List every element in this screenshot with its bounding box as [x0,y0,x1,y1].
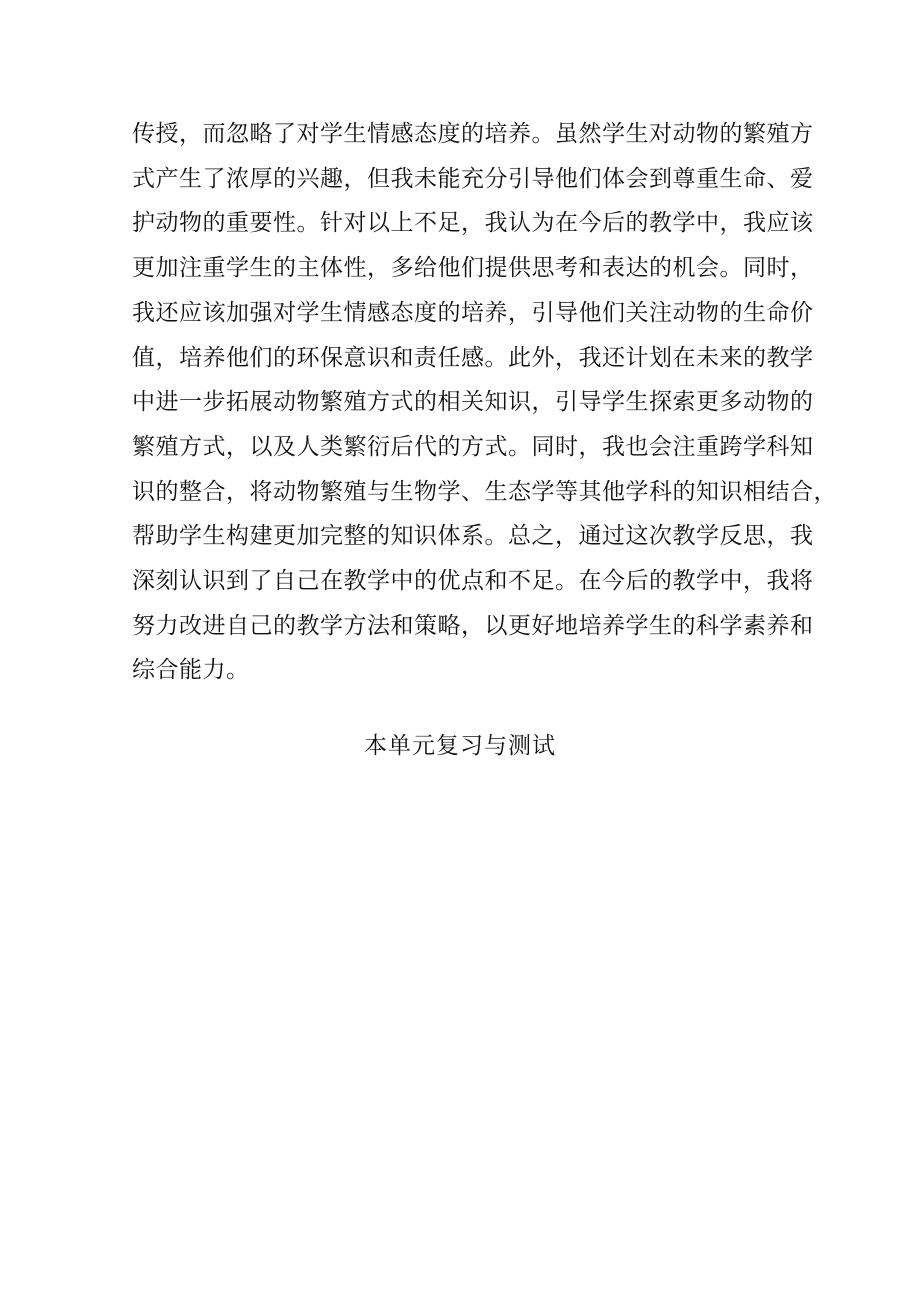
paragraph-line: 值，培养他们的环保意识和责任感。此外，我还计划在未来的教学 [132,344,814,371]
body-paragraph [132,112,837,693]
paragraph-line: 式产生了浓厚的兴趣，但我未能充分引导他们体会到尊重生命、爱 [132,165,814,192]
paragraph-line: 护动物的重要性。针对以上不足，我认为在今后的教学中，我应该 [132,210,814,237]
paragraph-line: 识的整合，将动物繁殖与生物学、生态学等其他学科的知识相结合， [132,478,837,505]
paragraph-line: 我还应该加强对学生情感态度的培养，引导他们关注动物的生命价 [132,299,814,326]
paragraph-line: 传授，而忽略了对学生情感态度的培养。虽然学生对动物的繁殖方 [132,121,814,147]
paragraph-line: 综合能力。 [132,657,250,684]
paragraph-line: 努力改进自己的教学方法和策略，以更好地培养学生的科学素养和 [132,612,814,639]
section-title: 本单元复习与测试 [364,733,556,759]
paragraph-line: 繁殖方式，以及人类繁衍后代的方式。同时，我也会注重跨学科知 [132,433,814,460]
paragraph-line: 帮助学生构建更加完整的知识体系。总之，通过这次教学反思，我 [132,523,814,550]
paragraph-line: 中进一步拓展动物繁殖方式的相关知识，引导学生探索更多动物的 [132,389,814,416]
paragraph-line: 深刻认识到了自己在教学中的优点和不足。在今后的教学中，我将 [132,568,814,595]
paragraph-line: 更加注重学生的主体性，多给他们提供思考和表达的机会。同时， [132,255,814,282]
